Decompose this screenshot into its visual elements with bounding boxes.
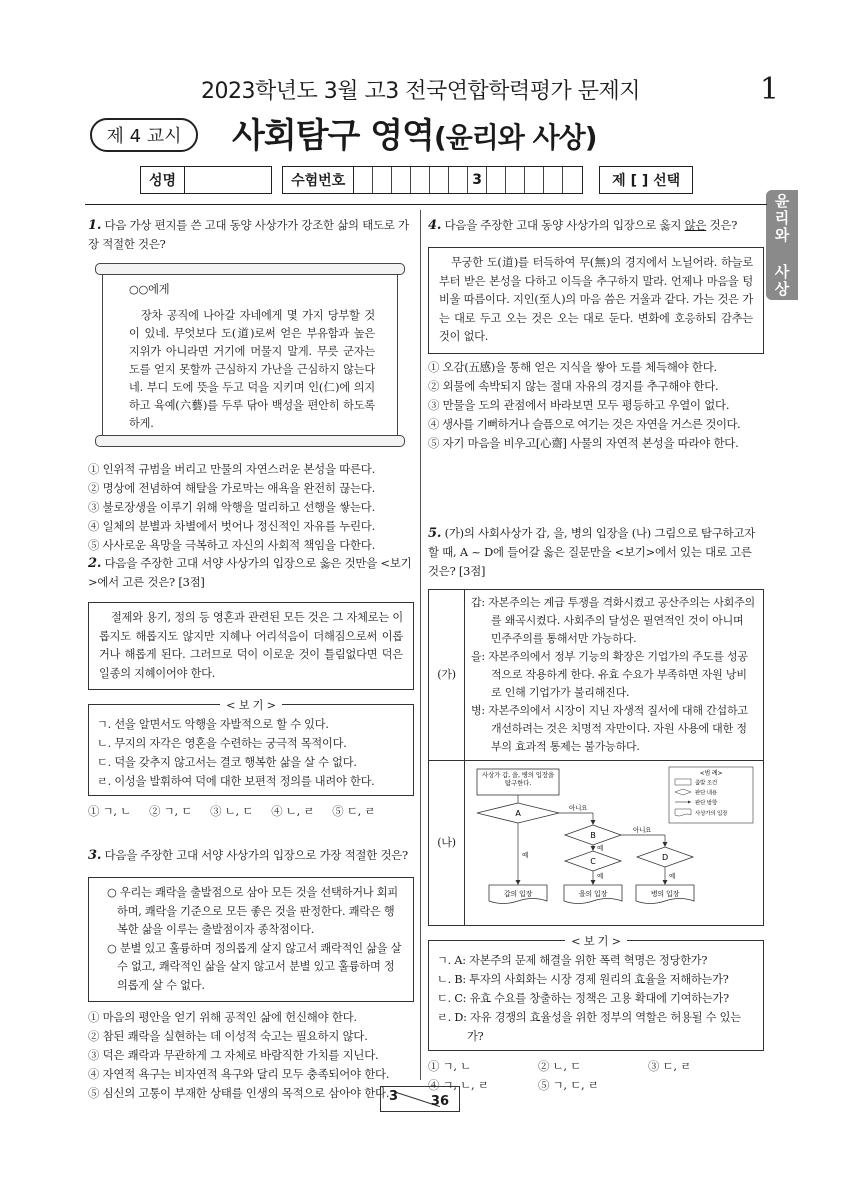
- flow-node-b-label: B: [590, 831, 596, 840]
- q5-bogi-2: ㄴ. B: 투자의 사회화는 시장 경제 원리의 효율을 저해하는가?: [437, 973, 729, 986]
- q3-options: [88, 1008, 414, 1103]
- q1-number: 1.: [88, 218, 102, 233]
- question-1: [88, 216, 414, 555]
- q2-option-3[interactable]: ③ ㄴ, ㄷ: [210, 804, 254, 818]
- q2-stem: 다음을 주장한 고대 서양 사상가의 입장으로 옳은 것만을 <보기>에서 고른 것은? [3점]: [88, 556, 412, 589]
- q2-bogi-3: ㄷ. 덕을 갖추지 않고서는 결코 행복한 삶을 살 수 없다.: [97, 756, 357, 769]
- q5-bogi-title: < 보 기 >: [565, 935, 627, 948]
- flow-legend-3: 판단 방향: [695, 800, 718, 807]
- q2-option-1[interactable]: ① ㄱ, ㄴ: [88, 804, 132, 818]
- flow-d-yes: 예: [669, 872, 676, 880]
- q5-bogi-1: ㄱ. A: 자본주의 문제 해결을 위한 폭력 혁명은 정당한가?: [437, 954, 708, 967]
- q5-ga-byeong: 병: 자본주의에서 시장이 지닌 자생적 질서에 대해 간섭하고 개선하려는 것은 치명적 자만이다. 자원 사용에 대한 정부의 효과적 통제는 불가능하다.: [471, 704, 748, 753]
- question-5: [428, 524, 764, 1095]
- q4-stem-underline: 않은: [684, 218, 707, 232]
- subject-main: 사회탐구 영역: [232, 116, 434, 156]
- q4-option-1[interactable]: ① 오감(五感)을 통해 얻은 지식을 쌓아 도를 체득해야 한다.: [428, 359, 717, 374]
- name-field[interactable]: [185, 167, 271, 193]
- q5-stem: (가)의 사회사상가 갑, 을, 병의 입장을 (나) 그림으로 탐구하고자 할 때, A ~ D에 들어갈 옳은 질문만을 <보기>에서 있는 대로 고른 것은? [3점]: [428, 526, 756, 578]
- q4-option-2[interactable]: ② 외물에 속박되지 않는 절대 자유의 경지를 추구해야 한다.: [428, 378, 719, 393]
- period-badge: 제 4 교시: [90, 118, 198, 152]
- flow-result-eul-text: 을의 입장: [578, 890, 608, 898]
- q5-option-4[interactable]: ④ ㄱ, ㄴ, ㄹ: [428, 1078, 489, 1092]
- subject-side-tab: 윤리와 사상: [766, 190, 798, 300]
- page-total: 36: [430, 1094, 449, 1109]
- q1-letter-scroll: [102, 268, 398, 442]
- candidate-info-row: [140, 166, 693, 194]
- q1-option-3[interactable]: ③ 불로장생을 이루기 위해 악행을 멀리하고 선행을 쌓는다.: [88, 500, 376, 514]
- flow-a-no: 아니요: [569, 804, 588, 812]
- flow-legend-4: 사상가의 입장: [695, 811, 728, 817]
- choice-box[interactable]: [599, 166, 693, 194]
- q5-na-content: [465, 761, 764, 926]
- q3-option-1[interactable]: ① 마음의 평안을 얻기 위해 공적인 삶에 헌신해야 한다.: [88, 1010, 357, 1024]
- subject-sub: (윤리와 사상): [433, 121, 597, 154]
- q5-flowchart: [469, 765, 759, 915]
- q3-stem: 다음을 주장한 고대 서양 사상가의 입장으로 가장 적절한 것은?: [104, 848, 408, 862]
- flow-b-yes: 예: [597, 844, 604, 852]
- choice-label: 제 [ ] 선택: [612, 173, 681, 189]
- q2-bogi-1: ㄱ. 선을 알면서도 악행을 자발적으로 할 수 있다.: [97, 718, 329, 731]
- q1-stem: 다음 가상 편지를 쓴 고대 동양 사상가가 강조한 삶의 태도로 가장 적절한 것은?: [88, 218, 409, 251]
- flow-legend-title: <범 례>: [699, 770, 723, 777]
- subject-title: [232, 108, 597, 157]
- q5-ga-gap: 갑: 자본주의는 계급 투쟁을 격화시켰고 공산주의는 사회주의를 왜곡시켰다. 사회주의 달성은 필연적인 것이 아니며 민주주의를 통해서만 가능하다.: [471, 596, 755, 645]
- page-current: 3: [389, 1089, 399, 1104]
- q2-options: [88, 802, 414, 821]
- q3-passage: [88, 877, 414, 1002]
- q4-option-4[interactable]: ④ 생사를 기뻐하거나 슬픔으로 여기는 것은 자연을 거스른 것이다.: [428, 416, 741, 431]
- q1-options: [88, 460, 414, 555]
- exam-number-digit: 3: [468, 167, 487, 193]
- q1-option-5[interactable]: ⑤ 사사로운 욕망을 극복하고 자신의 사회적 책임을 다한다.: [88, 538, 376, 552]
- flow-node-c-label: C: [590, 857, 596, 866]
- flow-a-yes: 예: [522, 851, 529, 859]
- exam-number-cells[interactable]: [354, 167, 582, 193]
- question-4: [428, 216, 764, 453]
- flow-b-no: 아니요: [633, 826, 652, 834]
- flow-node-a-label: A: [515, 809, 521, 818]
- header-rule: [85, 204, 767, 205]
- q5-option-3[interactable]: ③ ㄷ, ㄹ: [648, 1059, 692, 1073]
- q3-number: 3.: [88, 848, 102, 863]
- name-box: [140, 166, 272, 194]
- q4-stem: 다음을 주장한 고대 동양 사상가의 입장으로 옳지: [444, 218, 685, 232]
- exam-number-box: [282, 166, 583, 194]
- flow-c-yes: 예: [597, 872, 604, 880]
- q2-number: 2.: [88, 556, 102, 571]
- q3-point-1: ○ 우리는 쾌락을 출발점으로 삼아 모든 것을 선택하거나 회피하며, 쾌락을 기준으로 모든 좋은 것을 판정한다. 쾌락은 행복한 삶을 이루는 출발점이자 종착점이다.: [107, 886, 398, 936]
- q3-option-4[interactable]: ④ 자연적 욕구는 비자연적 욕구와 달리 모두 충족되어야 한다.: [88, 1067, 390, 1081]
- q5-table: [428, 589, 764, 926]
- flow-result-gap-text: 갑의 입장: [503, 890, 533, 898]
- page-counter: [380, 1086, 460, 1112]
- q1-letter-body: 장차 공직에 나아갈 자네에게 몇 가지 당부할 것이 있네. 무엇보다 도(道)로써 얻은 부유함과 높은 지위가 아니라면 거기에 머물지 말게. 무릇 군자는 도를 얻지 못할까 근심하지 가난을 근심하지 않는다네. 부디 도에 뜻을 두고 덕을 지키며 인(仁)에 의지하고 육예(六藝)를 두루 닦아 백성을 편안히 하도록 하게.: [129, 309, 375, 430]
- flow-legend-1: 출발 조건: [695, 780, 718, 787]
- q5-option-5[interactable]: ⑤ ㄱ, ㄷ, ㄹ: [538, 1078, 599, 1092]
- q5-ga-eul: 을: 자본주의에서 정부 기능의 확장은 기업가의 주도를 성공적으로 작용하게 한다. 유효 수요가 부족하면 자원 낭비로 인해 기업가가 불리해진다.: [471, 650, 748, 699]
- flow-node-d-label: D: [662, 853, 668, 862]
- q5-bogi-4: ㄹ. D: 자유 경쟁의 효율성을 위한 정부의 역할은 허용될 수 있는가?: [437, 1011, 741, 1043]
- q4-passage: 무궁한 도(道)를 터득하여 무(無)의 경지에서 노닐어라. 하늘로부터 받은 본성을 다하고 이득을 추구하지 말라. 언제나 마음을 텅 비울 따름이다. 지인(至人)의 마음 씀은 거울과 같다. 가는 것은 가는 대로 두고 오는 것은 오는 대로 둔다. 변화에 호응하되 감추는 것이 없다.: [428, 247, 764, 354]
- q4-option-5[interactable]: ⑤ 자기 마음을 비우고[心齋] 사물의 자연적 본성을 따라야 한다.: [428, 435, 739, 450]
- q2-bogi-box: [88, 699, 414, 796]
- question-2: [88, 554, 414, 821]
- q1-option-2[interactable]: ② 명상에 전념하여 해탈을 가로막는 애욕을 완전히 끊는다.: [88, 481, 376, 495]
- q3-option-2[interactable]: ② 참된 쾌락을 실현하는 데 이성적 숙고는 필요하지 않다.: [88, 1029, 368, 1043]
- page-number: 1: [759, 72, 779, 107]
- q5-ga-label: (가): [429, 590, 465, 761]
- q5-option-1[interactable]: ① ㄱ, ㄴ: [428, 1059, 472, 1073]
- flow-result-byeong-text: 병의 입장: [650, 890, 680, 898]
- q3-option-5[interactable]: ⑤ 심신의 고통이 부재한 상태를 인생의 목적으로 삼아야 한다.: [88, 1086, 390, 1100]
- q2-passage: 절제와 용기, 정의 등 영혼과 관련된 모든 것은 그 자체로는 이롭지도 해롭지도 않지만 지혜나 어리석음이 더해짐으로써 이롭거나 해롭게 된다. 그러므로 덕이 이로운 것이 틀림없다면 덕은 일종의 지혜이어야 한다.: [88, 602, 414, 690]
- q1-option-4[interactable]: ④ 일체의 분별과 차별에서 벗어나 정신적인 자유를 누린다.: [88, 519, 376, 533]
- flow-legend-2: 판단 내용: [695, 790, 718, 797]
- q3-point-2: ○ 분별 있고 훌륭하며 정의롭게 살지 않고서 쾌락적인 삶을 살 수 없고, 쾌락적인 삶을 살지 않고서 분별 있고 훌륭하며 정의롭게 살 수 없다.: [107, 941, 402, 992]
- q3-option-3[interactable]: ③ 덕은 쾌락과 무관하게 그 자체로 바람직한 가치를 지닌다.: [88, 1048, 379, 1062]
- q2-bogi-title: < 보 기 >: [220, 699, 282, 712]
- q1-option-1[interactable]: ① 인위적 규범을 버리고 만물의 자연스러운 본성을 따른다.: [88, 462, 376, 476]
- q4-stem-end: 것은?: [706, 218, 738, 232]
- q5-bogi-3: ㄷ. C: 유효 수요를 창출하는 정책은 고용 확대에 기여하는가?: [437, 992, 729, 1005]
- q5-na-label: (나): [429, 761, 465, 926]
- q2-option-5[interactable]: ⑤ ㄷ, ㄹ: [332, 804, 376, 818]
- q4-options: [428, 358, 764, 453]
- q5-number: 5.: [428, 526, 442, 541]
- q4-option-3[interactable]: ③ 만물을 도의 관점에서 바라보면 모두 평등하고 우열이 없다.: [428, 397, 730, 412]
- column-divider: [420, 210, 421, 1080]
- q5-option-2[interactable]: ② ㄴ, ㄷ: [538, 1059, 582, 1073]
- q1-letter-to: ○○에게: [129, 283, 170, 296]
- q5-ga-content: [465, 590, 764, 761]
- name-label: 성명: [141, 167, 185, 193]
- question-3: [88, 846, 414, 1103]
- q4-number: 4.: [428, 218, 442, 233]
- exam-number-label: 수험번호: [283, 167, 354, 193]
- q5-options: [428, 1057, 764, 1095]
- q2-option-2[interactable]: ② ㄱ, ㄷ: [149, 804, 193, 818]
- flow-start-text: 사상가 갑, 을, 병의 입장을 탐구한다.: [482, 771, 554, 787]
- q2-option-4[interactable]: ④ ㄴ, ㄹ: [271, 804, 315, 818]
- q2-bogi-2: ㄴ. 무지의 자각은 영혼을 수련하는 궁극적 목적이다.: [97, 737, 347, 750]
- q5-bogi-box: [428, 935, 764, 1051]
- q2-bogi-4: ㄹ. 이성을 발휘하여 덕에 대한 보편적 정의를 내려야 한다.: [97, 775, 375, 788]
- exam-title: 2023학년도 3월 고3 전국연합학력평가 문제지: [201, 79, 640, 104]
